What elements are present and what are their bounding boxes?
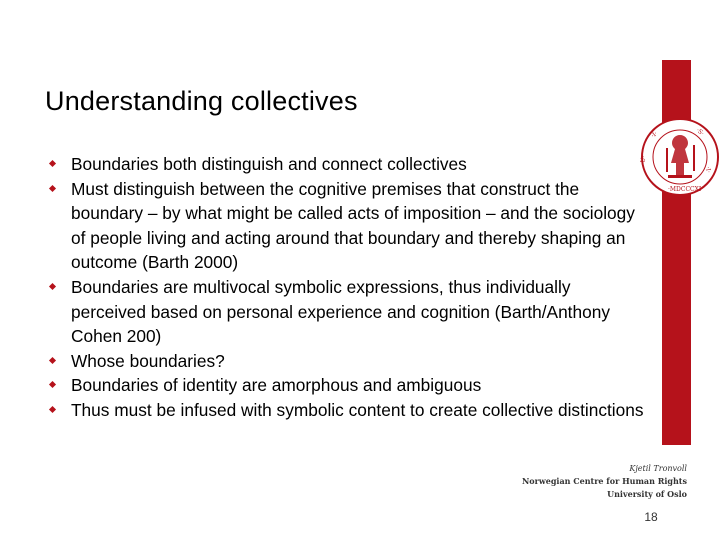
bullet-diamond-icon — [49, 185, 56, 192]
svg-text:·MDCCCXI·: ·MDCCCXI· — [668, 186, 704, 193]
bullet-item — [48, 398, 648, 423]
bullet-diamond-icon — [49, 283, 56, 290]
credit-university: University of Oslo — [607, 489, 687, 499]
bullet-text: Boundaries of identity are amorphous and ambiguous — [71, 375, 482, 396]
svg-text:·I·: ·I· — [649, 130, 660, 140]
bullet-text: Must distinguish between the cognitive premises that construct the boundary – by what might be called acts of imposition – and the sociology of people living and acting around that boundary and thereby shaping an outcome (Barth 2000) — [71, 178, 635, 273]
slide-title: Understanding collectives — [45, 86, 358, 116]
bullet-item — [48, 275, 648, 349]
bullet-text: Boundaries are multivocal symbolic expressions, thus individually perceived based on personal experience and cognition (Barth/Anthony Cohen 200) — [71, 276, 610, 347]
bullet-item — [48, 349, 648, 374]
bullet-diamond-icon — [49, 357, 56, 364]
credit-author: Kjetil Tronvoll — [629, 464, 687, 473]
author-credit — [522, 462, 687, 501]
svg-text:·I·: ·I· — [704, 166, 712, 174]
bullet-diamond-icon — [49, 406, 56, 413]
svg-text:·U·: ·U· — [639, 155, 648, 166]
bullet-list — [48, 152, 648, 423]
bullet-item — [48, 152, 648, 177]
bullet-text: Thus must be infused with symbolic content to create collective distinctions — [71, 399, 644, 420]
university-seal-icon — [638, 115, 720, 199]
bullet-diamond-icon — [49, 160, 56, 167]
bullet-item — [48, 373, 648, 398]
bullet-item — [48, 177, 648, 275]
svg-text:·S·: ·S· — [694, 126, 706, 138]
bullet-text: Whose boundaries? — [71, 350, 225, 371]
bullet-text: Boundaries both distinguish and connect collectives — [71, 154, 467, 174]
credit-organization: Norwegian Centre for Human Rights — [521, 476, 687, 486]
page-number: 18 — [644, 510, 658, 524]
bullet-diamond-icon — [49, 381, 56, 388]
